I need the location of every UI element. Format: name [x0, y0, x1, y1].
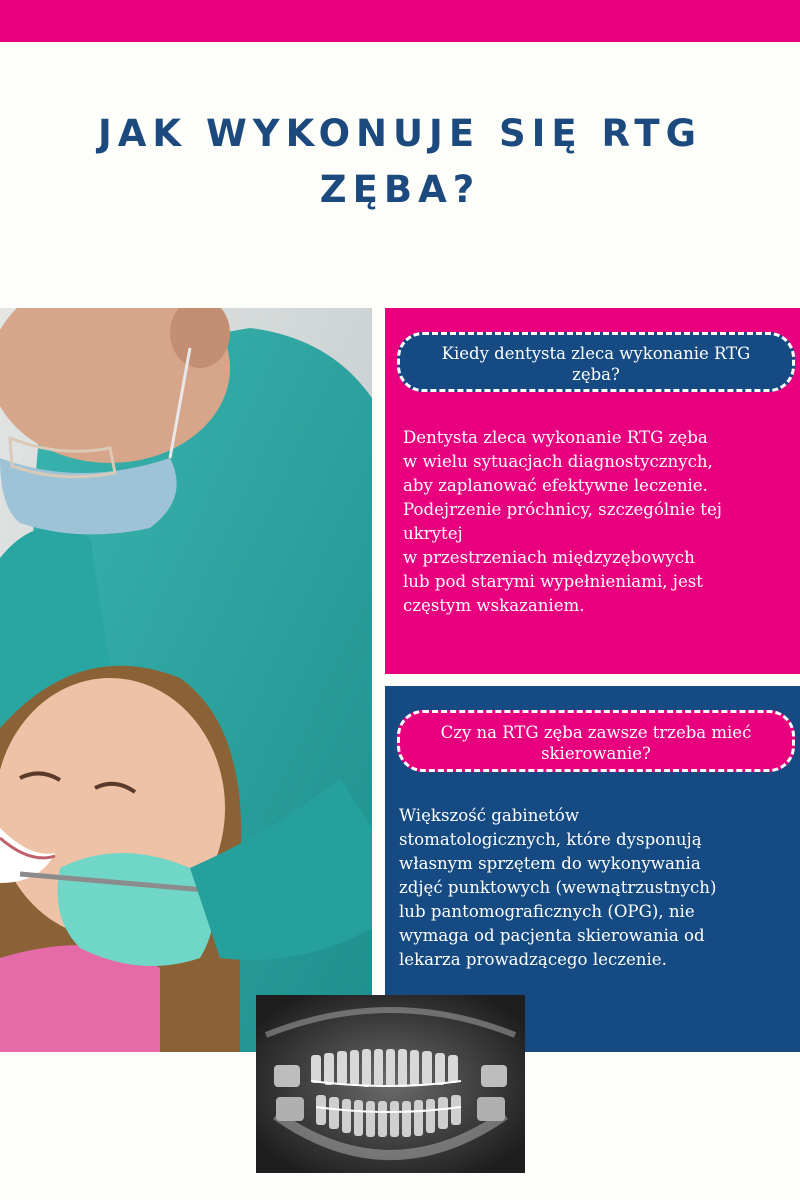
- answer-line: w wielu sytuacjach diagnostycznych,: [403, 452, 713, 471]
- answer-line: częstym wskazaniem.: [403, 596, 585, 615]
- dental-xray-image: [256, 995, 525, 1173]
- answer-line: ukrytej: [403, 524, 463, 543]
- answer-line: wymaga od pacjenta skierowania od: [399, 926, 705, 945]
- question-heading-referral: [397, 710, 795, 772]
- answer-line: lub pantomograficznych (OPG), nie: [399, 902, 695, 921]
- question-heading-when: [397, 332, 795, 392]
- page-title: [40, 106, 760, 218]
- answer-line: w przestrzeniach międzyzębowych: [403, 548, 695, 567]
- answer-text-referral: [399, 804, 794, 972]
- question-heading-line-1: Kiedy dentysta zleca wykonanie RTG: [441, 344, 751, 363]
- info-panel-when: [385, 308, 800, 674]
- answer-line: zdjęć punktowych (wewnątrzustnych): [399, 878, 717, 897]
- dentist-photo: [0, 308, 372, 1052]
- answer-line: Podejrzenie próchnicy, szczególnie tej: [403, 500, 722, 519]
- title-line-2: ZĘBA?: [319, 168, 481, 211]
- answer-line: aby zaplanować efektywne leczenie.: [403, 476, 708, 495]
- answer-text-when: [403, 426, 798, 618]
- answer-line: Dentysta zleca wykonanie RTG zęba: [403, 428, 708, 447]
- answer-line: stomatologicznych, które dysponują: [399, 830, 702, 849]
- title-line-1: JAK WYKONUJE SIĘ RTG: [98, 112, 702, 155]
- answer-line: Większość gabinetów: [399, 806, 580, 825]
- answer-line: własnym sprzętem do wykonywania: [399, 854, 701, 873]
- answer-line: lub pod starymi wypełnieniami, jest: [403, 572, 703, 591]
- question-heading-line-1: Czy na RTG zęba zawsze trzeba mieć: [440, 723, 752, 742]
- question-heading-line-2: skierowanie?: [541, 744, 651, 763]
- answer-line: lekarza prowadzącego leczenie.: [399, 950, 667, 969]
- question-heading-line-2: zęba?: [572, 365, 620, 384]
- top-accent-bar: [0, 0, 800, 42]
